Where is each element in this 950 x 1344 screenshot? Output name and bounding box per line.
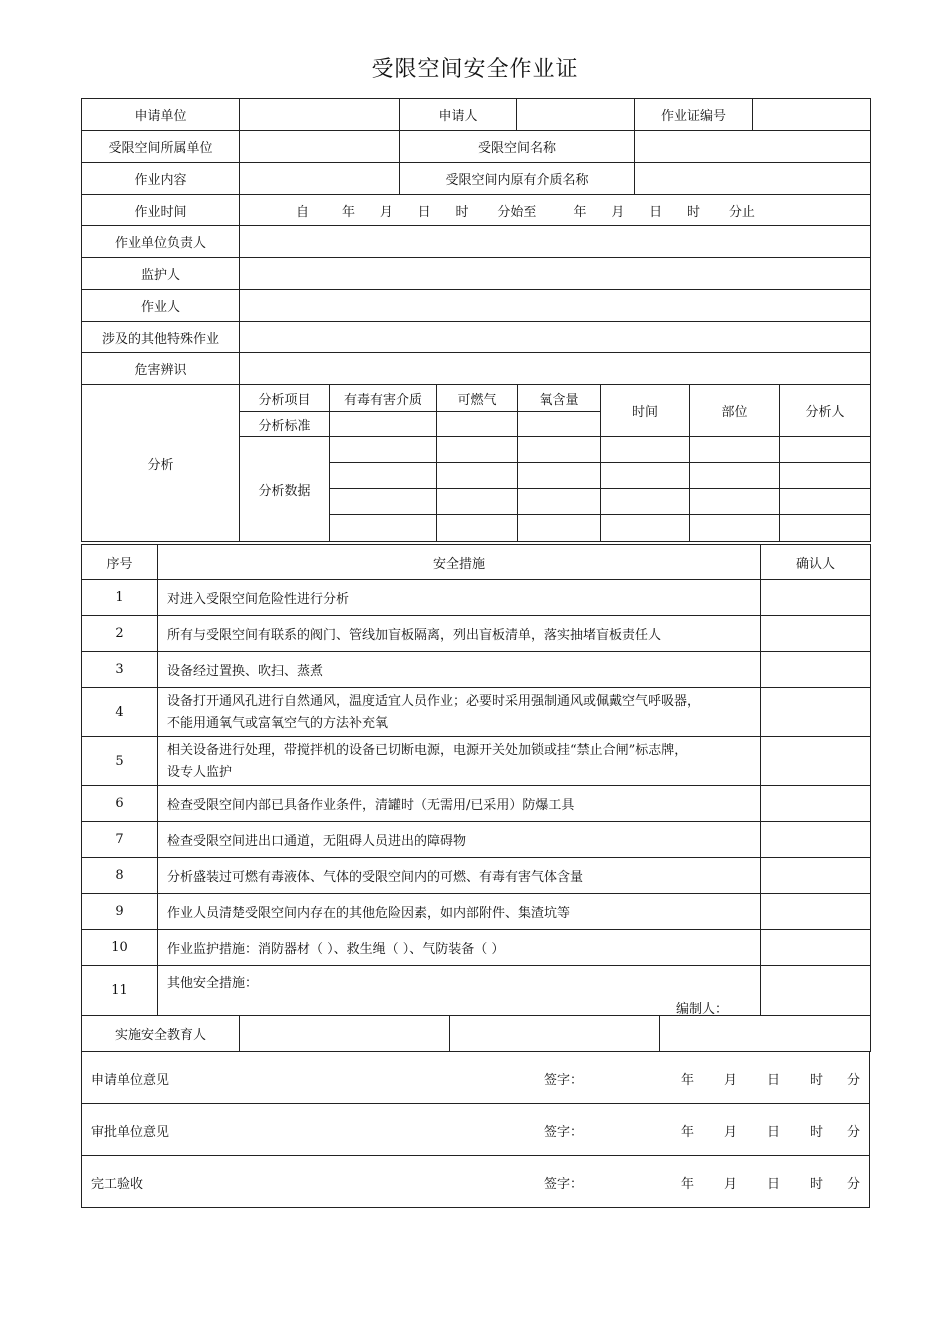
measure-text: 作业人员清楚受限空间内存在的其他危险因素，如内部附件、集渣坑等 [158, 894, 761, 930]
sign-label: 签字： [544, 1125, 584, 1140]
data-cell[interactable] [330, 515, 437, 542]
minute-label: 分 [847, 1125, 861, 1140]
approval-label: 审批单位意见 [91, 1125, 170, 1140]
measure-no: 4 [82, 688, 158, 737]
confirm-field[interactable] [761, 616, 871, 652]
label-work-time: 作业时间 [82, 195, 240, 226]
measure-text-line: 设专人监护 [167, 765, 233, 780]
label-original-medium: 受限空间内原有介质名称 [400, 163, 635, 195]
year-label: 年 [681, 1073, 695, 1088]
confirm-field[interactable] [761, 894, 871, 930]
col-analyst: 分析人 [780, 385, 871, 437]
data-cell[interactable] [780, 515, 871, 542]
measure-other-label: 其他安全措施： [167, 976, 259, 991]
field-education-2[interactable] [450, 1016, 660, 1052]
data-cell[interactable] [780, 489, 871, 515]
month-label: 月 [724, 1073, 738, 1088]
data-cell[interactable] [518, 437, 601, 463]
label-hazard-id: 危害辨识 [82, 353, 240, 385]
day-label: 日 [767, 1073, 781, 1088]
label-analysis-item: 分析项目 [240, 385, 330, 412]
label-unit-leader: 作业单位负责人 [82, 226, 240, 258]
measure-other-cell[interactable] [158, 966, 761, 1016]
label-permit-no: 作业证编号 [635, 99, 753, 131]
header-table [81, 98, 871, 385]
confirm-field[interactable] [761, 580, 871, 616]
education-table [81, 1015, 871, 1052]
approval-row-approver[interactable] [82, 1104, 870, 1156]
page-title: 受限空间安全作业证 [371, 57, 579, 82]
data-cell[interactable] [518, 463, 601, 489]
day-label: 日 [767, 1177, 781, 1192]
measure-text: 检查受限空间内部已具备作业条件，清罐时（无需用/已采用）防爆工具 [158, 786, 761, 822]
field-education-3[interactable] [660, 1016, 871, 1052]
approval-table [81, 1051, 870, 1208]
year-label: 年 [681, 1125, 695, 1140]
approval-row-completion[interactable] [82, 1156, 870, 1208]
measure-text: 设备经过置换、吹扫、蒸煮 [158, 652, 761, 688]
measure-text [158, 737, 761, 786]
field-other-special[interactable] [240, 322, 871, 353]
data-cell[interactable] [780, 437, 871, 463]
label-space-name: 受限空间名称 [400, 131, 635, 163]
measure-no: 5 [82, 737, 158, 786]
data-cell[interactable] [601, 463, 690, 489]
col-location: 部位 [690, 385, 780, 437]
hour-label: 时 [810, 1125, 824, 1140]
field-standard-oxygen[interactable] [518, 412, 601, 437]
label-analysis-standard: 分析标准 [240, 412, 330, 437]
month-label: 月 [724, 1177, 738, 1192]
field-guardian[interactable] [240, 258, 871, 290]
approval-label: 申请单位意见 [91, 1073, 170, 1088]
measure-no: 10 [82, 930, 158, 966]
confirm-field[interactable] [761, 688, 871, 737]
data-cell[interactable] [437, 489, 518, 515]
confirm-field[interactable] [761, 737, 871, 786]
label-work-content: 作业内容 [82, 163, 240, 195]
header-measure: 安全措施 [158, 545, 761, 580]
measure-text [158, 688, 761, 737]
minute-label: 分 [847, 1073, 861, 1088]
label-guardian: 监护人 [82, 258, 240, 290]
label-applicant: 申请人 [400, 99, 517, 131]
data-cell[interactable] [330, 463, 437, 489]
measure-no: 11 [82, 966, 158, 1016]
field-applicant-unit[interactable] [240, 99, 400, 131]
col-time: 时间 [601, 385, 690, 437]
header-seq: 序号 [82, 545, 158, 580]
prepared-by-label: 编制人： [676, 1002, 729, 1016]
measure-text: 作业监护措施：消防器材（ ）、救生绳（ ）、气防装备（ ） [158, 930, 761, 966]
measure-text-line: 设备打开通风孔进行自然通风，温度适宜人员作业；必要时采用强制通风或佩戴空气呼吸器， [167, 694, 701, 709]
label-space-owner-unit: 受限空间所属单位 [82, 131, 240, 163]
measure-text-line: 相关设备进行处理，带搅拌机的设备已切断电源，电源开关处加锁或挂“禁止合闸”标志牌， [167, 743, 688, 758]
field-applicant[interactable] [517, 99, 635, 131]
data-cell[interactable] [330, 489, 437, 515]
field-worker[interactable] [240, 290, 871, 322]
data-cell[interactable] [690, 437, 780, 463]
label-other-special: 涉及的其他特殊作业 [82, 322, 240, 353]
year-label: 年 [681, 1177, 695, 1192]
measure-no: 7 [82, 822, 158, 858]
measure-no: 3 [82, 652, 158, 688]
month-label: 月 [724, 1125, 738, 1140]
data-cell[interactable] [601, 489, 690, 515]
minute-label: 分 [847, 1177, 861, 1192]
field-standard-combustible[interactable] [437, 412, 518, 437]
data-cell[interactable] [330, 437, 437, 463]
field-standard-toxic[interactable] [330, 412, 437, 437]
sign-label: 签字： [544, 1073, 584, 1088]
data-cell[interactable] [437, 515, 518, 542]
approval-label: 完工验收 [91, 1177, 144, 1192]
data-cell[interactable] [518, 489, 601, 515]
approval-row-applicant[interactable] [82, 1052, 870, 1104]
measure-text: 分析盛装过可燃有毒液体、气体的受限空间内的可燃、有毒有害气体含量 [158, 858, 761, 894]
data-cell[interactable] [437, 463, 518, 489]
data-cell[interactable] [690, 463, 780, 489]
field-education-1[interactable] [240, 1016, 450, 1052]
label-education: 实施安全教育人 [82, 1016, 240, 1052]
label-analysis-data: 分析数据 [240, 437, 330, 542]
field-original-medium[interactable] [635, 163, 871, 195]
measure-no: 8 [82, 858, 158, 894]
measure-text: 对进入受限空间危险性进行分析 [158, 580, 761, 616]
hour-label: 时 [810, 1177, 824, 1192]
label-analysis: 分析 [82, 385, 240, 542]
data-cell[interactable] [690, 489, 780, 515]
col-oxygen: 氧含量 [518, 385, 601, 412]
data-cell[interactable] [601, 437, 690, 463]
measure-text-line: 不能用通氧气或富氧空气的方法补充氧 [167, 716, 389, 731]
col-combustible-gas: 可燃气 [437, 385, 518, 412]
measure-text: 所有与受限空间有联系的阀门、管线加盲板隔离，列出盲板清单，落实抽堵盲板责任人 [158, 616, 761, 652]
field-space-name[interactable] [635, 131, 871, 163]
label-applicant-unit: 申请单位 [82, 99, 240, 131]
field-hazard-id[interactable] [240, 353, 871, 385]
confirm-field[interactable] [761, 786, 871, 822]
sign-label: 签字： [544, 1177, 584, 1192]
confirm-field[interactable] [761, 652, 871, 688]
day-label: 日 [767, 1125, 781, 1140]
label-worker: 作业人 [82, 290, 240, 322]
measure-text: 检查受限空间进出口通道，无阻碍人员进出的障碍物 [158, 822, 761, 858]
data-cell[interactable] [518, 515, 601, 542]
measure-no: 2 [82, 616, 158, 652]
confirm-field[interactable] [761, 966, 871, 1016]
analysis-table [81, 384, 871, 542]
field-work-time[interactable]: 自 年 月 日 时 分始至 年 月 日 时 分止 [240, 195, 871, 226]
data-cell[interactable] [437, 437, 518, 463]
confirm-field[interactable] [761, 858, 871, 894]
hour-label: 时 [810, 1073, 824, 1088]
data-cell[interactable] [601, 515, 690, 542]
data-cell[interactable] [690, 515, 780, 542]
field-permit-no[interactable] [753, 99, 871, 131]
measure-no: 9 [82, 894, 158, 930]
header-confirm: 确认人 [761, 545, 871, 580]
data-cell[interactable] [780, 463, 871, 489]
field-unit-leader[interactable] [240, 226, 871, 258]
confirm-field[interactable] [761, 822, 871, 858]
measures-table [81, 544, 871, 1016]
measure-no: 1 [82, 580, 158, 616]
field-work-content[interactable] [240, 163, 400, 195]
col-toxic-medium: 有毒有害介质 [330, 385, 437, 412]
field-space-owner-unit[interactable] [240, 131, 400, 163]
measure-no: 6 [82, 786, 158, 822]
confirm-field[interactable] [761, 930, 871, 966]
